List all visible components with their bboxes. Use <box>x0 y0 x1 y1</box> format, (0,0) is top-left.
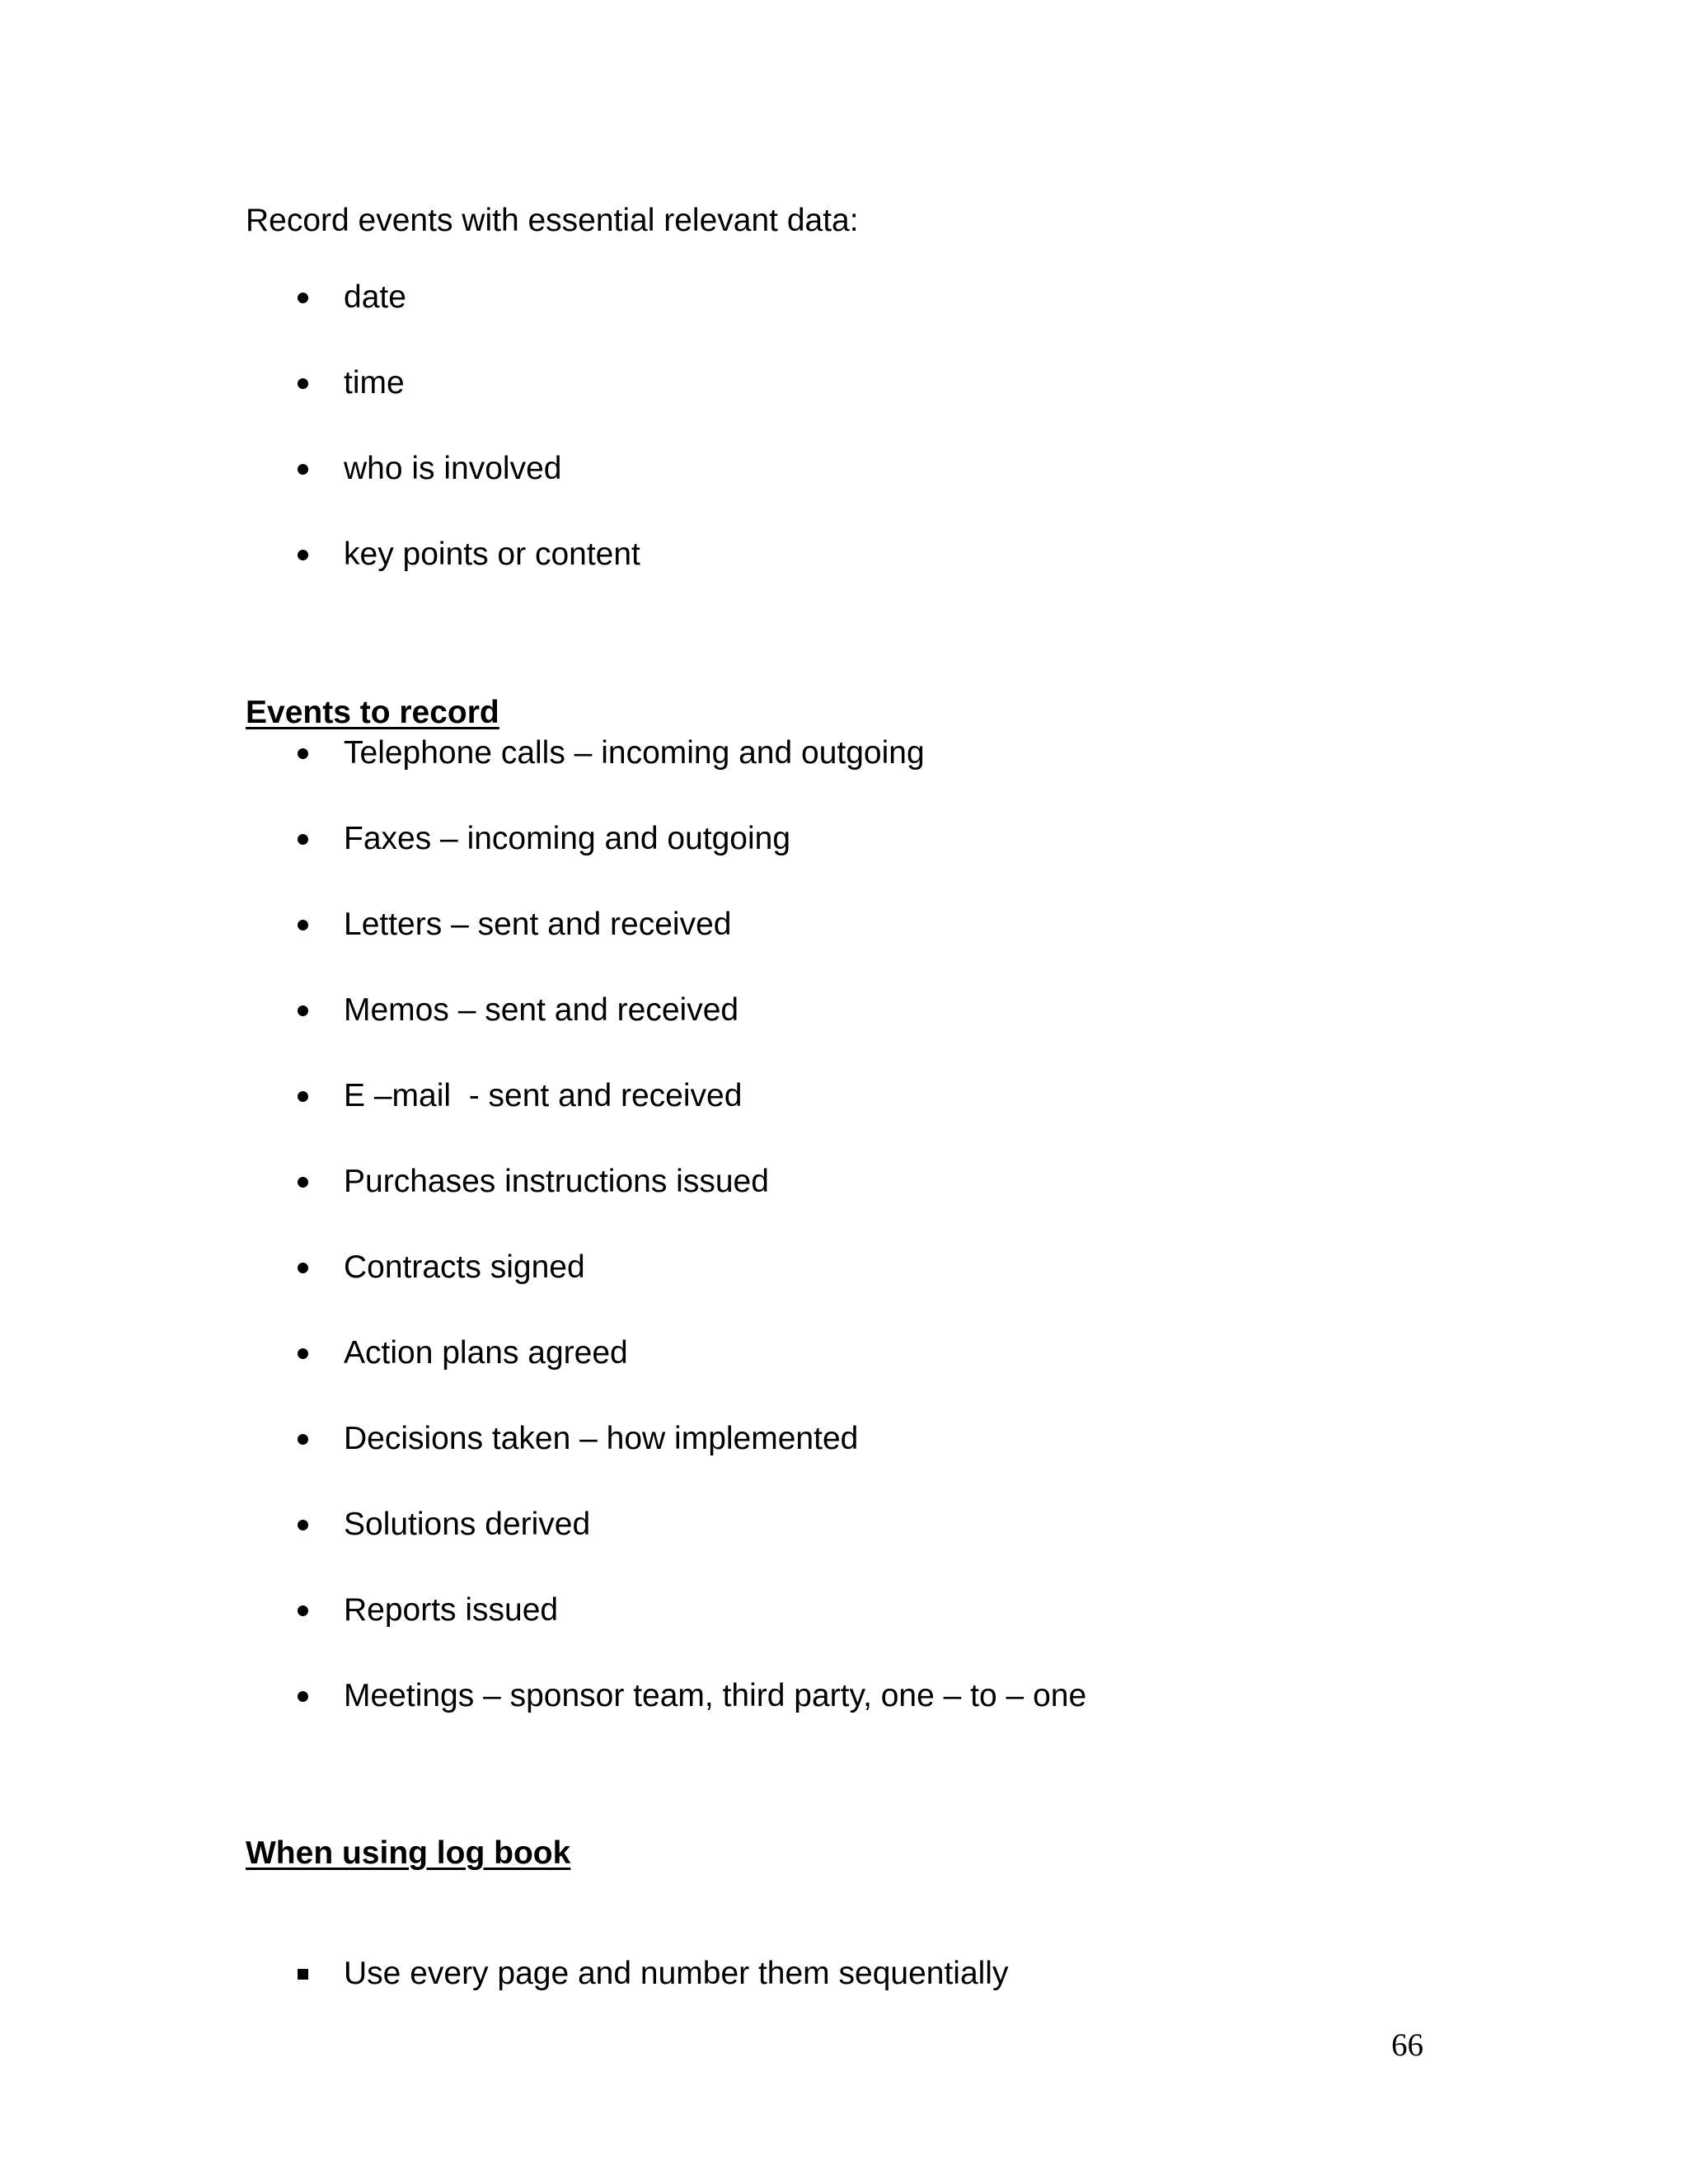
bullet-icon <box>298 748 308 759</box>
section-heading-events: Events to record <box>246 695 499 730</box>
list-item: Action plans agreed <box>344 1335 628 1371</box>
bullet-icon <box>298 293 308 303</box>
list-item: key points or content <box>344 537 640 572</box>
bullet-icon <box>298 1605 308 1616</box>
bullet-icon <box>298 464 308 475</box>
bullet-icon <box>298 1520 308 1530</box>
list-item: Reports issued <box>344 1592 559 1628</box>
bullet-icon <box>298 1177 308 1188</box>
bullet-icon <box>298 834 308 845</box>
list-item: Contracts signed <box>344 1249 585 1285</box>
list-item: Solutions derived <box>344 1507 591 1542</box>
section-heading-logbook: When using log book <box>246 1835 571 1871</box>
bullet-icon <box>298 1434 308 1445</box>
intro-text: Record events with essential relevant data: <box>246 203 859 238</box>
bullet-icon <box>298 1005 308 1016</box>
list-item: time <box>344 365 405 401</box>
page-number: 66 <box>1391 2027 1423 2063</box>
list-item: Purchases instructions issued <box>344 1164 769 1199</box>
list-item: Letters – sent and received <box>344 907 732 942</box>
bullet-icon <box>298 920 308 930</box>
list-item: Telephone calls – incoming and outgoing <box>344 735 925 771</box>
list-item: Meetings – sponsor team, third party, one – to – one <box>344 1678 1087 1713</box>
list-item: E –mail - sent and received <box>344 1078 743 1113</box>
bullet-icon <box>298 550 308 560</box>
square-bullet-icon <box>298 1969 308 1980</box>
list-item: Memos – sent and received <box>344 992 739 1028</box>
list-item: Decisions taken – how implemented <box>344 1421 859 1456</box>
bullet-icon <box>298 1091 308 1102</box>
list-item: date <box>344 279 406 315</box>
bullet-icon <box>298 378 308 389</box>
list-item: Faxes – incoming and outgoing <box>344 821 791 856</box>
list-item: Use every page and number them sequentially <box>344 1956 1009 1991</box>
list-item: who is involved <box>344 451 562 486</box>
bullet-icon <box>298 1263 308 1273</box>
bullet-icon <box>298 1691 308 1702</box>
bullet-icon <box>298 1348 308 1359</box>
